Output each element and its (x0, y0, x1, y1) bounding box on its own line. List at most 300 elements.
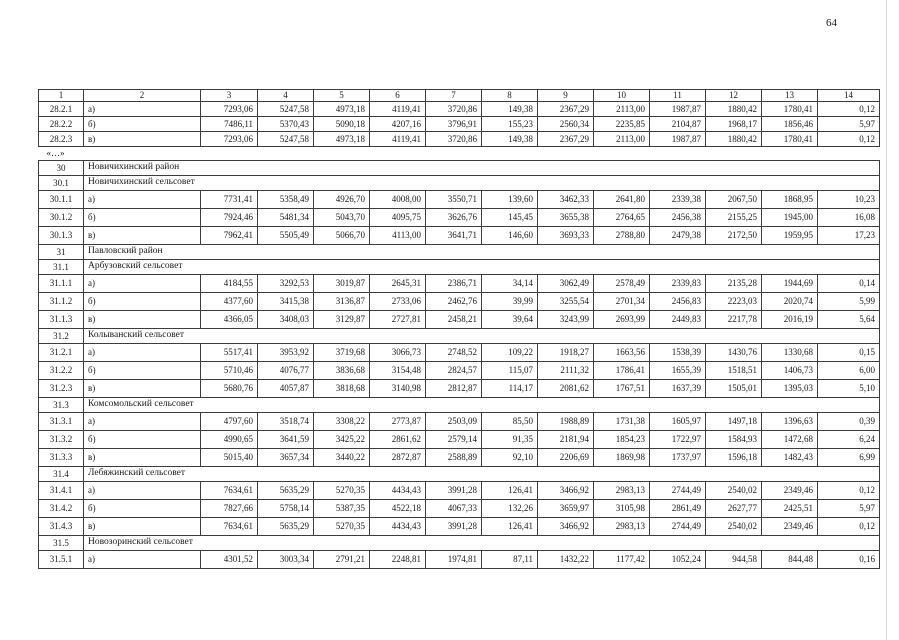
row-label: б) (84, 500, 201, 518)
column-header: 12 (706, 90, 762, 102)
value-cell: 1637,39 (650, 380, 706, 398)
value-cell: 7962,41 (201, 227, 258, 245)
row-label: а) (84, 275, 201, 293)
table-row (39, 209, 880, 227)
value-cell: 0,12 (818, 482, 880, 500)
value-cell: 2113,00 (594, 132, 650, 147)
value-cell: 2764,65 (594, 209, 650, 227)
value-cell: 1605,97 (650, 413, 706, 431)
value-cell: 0,39 (818, 413, 880, 431)
value-cell: 4973,18 (314, 102, 370, 117)
page-edge-line (886, 0, 887, 640)
value-cell: 155,23 (482, 117, 538, 132)
value-cell: 4076,77 (258, 362, 314, 380)
value-cell: 1856,46 (762, 117, 818, 132)
value-cell: 2560,34 (538, 117, 594, 132)
value-cell: 3292,53 (258, 275, 314, 293)
value-cell: 4301,52 (201, 551, 258, 569)
value-cell: 1538,39 (650, 344, 706, 362)
value-cell: 1518,51 (706, 362, 762, 380)
value-cell: 3991,28 (426, 482, 482, 500)
table-row (39, 518, 880, 536)
row-number: 31.1.2 (39, 293, 84, 311)
value-cell: 3408,03 (258, 311, 314, 329)
value-cell: 2645,31 (370, 275, 426, 293)
value-cell: 4366,05 (201, 311, 258, 329)
value-cell: 7293,06 (201, 132, 258, 147)
value-cell: 17,23 (818, 227, 880, 245)
value-cell: 4057,87 (258, 380, 314, 398)
column-header: 2 (84, 90, 201, 102)
value-cell: 5517,41 (201, 344, 258, 362)
value-cell: 4990,65 (201, 431, 258, 449)
value-cell: 114,17 (482, 380, 538, 398)
value-cell: 1880,42 (706, 132, 762, 147)
value-cell: 844,48 (762, 551, 818, 569)
value-cell: 1868,95 (762, 191, 818, 209)
row-number: 31.1 (39, 260, 84, 275)
value-cell: 0,15 (818, 344, 880, 362)
value-cell: 34,14 (482, 275, 538, 293)
column-header: 11 (650, 90, 706, 102)
value-cell: 1968,17 (706, 117, 762, 132)
value-cell: 2788,80 (594, 227, 650, 245)
value-cell: 1780,41 (762, 102, 818, 117)
value-cell: 2872,87 (370, 449, 426, 467)
section-row (39, 161, 880, 176)
value-cell: 4434,43 (370, 482, 426, 500)
value-cell: 2701,34 (594, 293, 650, 311)
row-label: а) (84, 551, 201, 569)
table-row (39, 311, 880, 329)
row-number: 31.3 (39, 398, 84, 413)
section-label: Новичихинский район (84, 161, 880, 176)
value-cell: 2339,83 (650, 275, 706, 293)
column-header: 4 (258, 90, 314, 102)
value-cell: 3550,71 (426, 191, 482, 209)
column-header: 6 (370, 90, 426, 102)
row-number: 31.4.1 (39, 482, 84, 500)
value-cell: 3440,22 (314, 449, 370, 467)
value-cell: 149,38 (482, 102, 538, 117)
value-cell: 7827,66 (201, 500, 258, 518)
value-cell: 145,45 (482, 209, 538, 227)
value-cell: 2579,14 (426, 431, 482, 449)
row-label: б) (84, 431, 201, 449)
value-cell: 3641,59 (258, 431, 314, 449)
value-cell: 2081,62 (538, 380, 594, 398)
value-cell: 4067,33 (426, 500, 482, 518)
value-cell: 149,38 (482, 132, 538, 147)
value-cell: 2641,80 (594, 191, 650, 209)
value-cell: 92,10 (482, 449, 538, 467)
value-cell: 2458,21 (426, 311, 482, 329)
value-cell: 1432,22 (538, 551, 594, 569)
value-cell: 146,60 (482, 227, 538, 245)
section-label: Павловский район (84, 245, 880, 260)
value-cell: 0,14 (818, 275, 880, 293)
value-cell: 3140,98 (370, 380, 426, 398)
value-cell: 1987,87 (650, 102, 706, 117)
value-cell: 3062,49 (538, 275, 594, 293)
value-cell: 4119,41 (370, 102, 426, 117)
table-row (39, 482, 880, 500)
value-cell: 2248,81 (370, 551, 426, 569)
value-cell: 1406,73 (762, 362, 818, 380)
row-number: 31.1.3 (39, 311, 84, 329)
value-cell: 4119,41 (370, 132, 426, 147)
value-cell: 5270,35 (314, 518, 370, 536)
value-cell: 1767,51 (594, 380, 650, 398)
value-cell: 6,00 (818, 362, 880, 380)
value-cell: 7634,61 (201, 518, 258, 536)
value-cell: 5710,46 (201, 362, 258, 380)
value-cell: 5,10 (818, 380, 880, 398)
value-cell: 0,12 (818, 132, 880, 147)
section-row (39, 329, 880, 344)
section-label: Арбузовский сельсовет (84, 260, 880, 275)
value-cell: 2462,76 (426, 293, 482, 311)
value-cell: 2181,94 (538, 431, 594, 449)
row-number: 31.3.2 (39, 431, 84, 449)
section-row (39, 245, 880, 260)
page-number: 64 (826, 17, 837, 29)
value-cell: 3154,48 (370, 362, 426, 380)
section-label: Лебяжинский сельсовет (84, 467, 880, 482)
value-cell: 2588,89 (426, 449, 482, 467)
value-cell: 1584,93 (706, 431, 762, 449)
value-cell: 2812,87 (426, 380, 482, 398)
value-cell: 126,41 (482, 482, 538, 500)
value-cell: 3641,71 (426, 227, 482, 245)
value-cell: 3129,87 (314, 311, 370, 329)
row-number: 31.4.3 (39, 518, 84, 536)
value-cell: 7634,61 (201, 482, 258, 500)
value-cell: 1330,68 (762, 344, 818, 362)
value-cell: 3991,28 (426, 518, 482, 536)
value-cell: 2425,51 (762, 500, 818, 518)
section-row (39, 260, 880, 275)
value-cell: 4008,00 (370, 191, 426, 209)
row-label: а) (84, 344, 201, 362)
value-cell: 3415,38 (258, 293, 314, 311)
value-cell: 2791,21 (314, 551, 370, 569)
value-cell: 0,12 (818, 518, 880, 536)
column-header: 14 (818, 90, 880, 102)
value-cell: 139,60 (482, 191, 538, 209)
value-cell: 1396,63 (762, 413, 818, 431)
table-body (39, 102, 880, 569)
value-cell: 4926,70 (314, 191, 370, 209)
table-row (39, 449, 880, 467)
value-cell: 2456,38 (650, 209, 706, 227)
value-cell: 3719,68 (314, 344, 370, 362)
table-row (39, 362, 880, 380)
value-cell: 5043,70 (314, 209, 370, 227)
value-cell: 2155,25 (706, 209, 762, 227)
value-cell: 3657,34 (258, 449, 314, 467)
value-cell: 2172,50 (706, 227, 762, 245)
row-label: в) (84, 227, 201, 245)
column-header: 1 (39, 90, 84, 102)
value-cell: 5635,29 (258, 482, 314, 500)
row-label: в) (84, 380, 201, 398)
row-label: в) (84, 518, 201, 536)
header-row (39, 90, 880, 102)
row-label: б) (84, 293, 201, 311)
value-cell: 1663,56 (594, 344, 650, 362)
value-cell: 1737,97 (650, 449, 706, 467)
row-number: 31.4.2 (39, 500, 84, 518)
value-cell: 2016,19 (762, 311, 818, 329)
row-label: а) (84, 102, 201, 117)
value-cell: 4095,75 (370, 209, 426, 227)
section-row (39, 536, 880, 551)
value-cell: 2748,52 (426, 344, 482, 362)
row-number: 30.1.2 (39, 209, 84, 227)
value-cell: 5758,14 (258, 500, 314, 518)
value-cell: 1945,00 (762, 209, 818, 227)
row-number: 30 (39, 161, 84, 176)
value-cell: 2386,71 (426, 275, 482, 293)
value-cell: 7486,11 (201, 117, 258, 132)
value-cell: 2693,99 (594, 311, 650, 329)
row-number: 31.2 (39, 329, 84, 344)
row-label: б) (84, 362, 201, 380)
value-cell: 2235,85 (594, 117, 650, 132)
value-cell: 5635,29 (258, 518, 314, 536)
row-number: 31.4 (39, 467, 84, 482)
value-cell: 2206,69 (538, 449, 594, 467)
column-header: 5 (314, 90, 370, 102)
value-cell: 1430,76 (706, 344, 762, 362)
value-cell: 5247,58 (258, 102, 314, 117)
value-cell: 3720,86 (426, 102, 482, 117)
section-row (39, 176, 880, 191)
row-label: а) (84, 482, 201, 500)
value-cell: 5387,35 (314, 500, 370, 518)
value-cell: 4207,16 (370, 117, 426, 132)
table-row (39, 344, 880, 362)
value-cell: 4522,18 (370, 500, 426, 518)
value-cell: 126,41 (482, 518, 538, 536)
value-cell: 5090,18 (314, 117, 370, 132)
value-cell: 2861,62 (370, 431, 426, 449)
value-cell: 1869,98 (594, 449, 650, 467)
value-cell: 2449,83 (650, 311, 706, 329)
value-cell: 2627,77 (706, 500, 762, 518)
row-number: 30.1.3 (39, 227, 84, 245)
section-row (39, 398, 880, 413)
column-header: 3 (201, 90, 258, 102)
value-cell: 3308,22 (314, 413, 370, 431)
value-cell: 3796,91 (426, 117, 482, 132)
value-cell: 1944,69 (762, 275, 818, 293)
table-row (39, 102, 880, 117)
value-cell: 1472,68 (762, 431, 818, 449)
value-cell: 2733,06 (370, 293, 426, 311)
ellipsis-row (39, 147, 880, 161)
value-cell: 2111,32 (538, 362, 594, 380)
value-cell: 4973,18 (314, 132, 370, 147)
row-label: в) (84, 311, 201, 329)
table-row (39, 191, 880, 209)
value-cell: 2339,38 (650, 191, 706, 209)
value-cell: 1722,97 (650, 431, 706, 449)
value-cell: 3953,92 (258, 344, 314, 362)
value-cell: 5358,49 (258, 191, 314, 209)
row-number: 31 (39, 245, 84, 260)
value-cell: 3836,68 (314, 362, 370, 380)
value-cell: 2113,00 (594, 102, 650, 117)
table-row (39, 132, 880, 147)
value-cell: 3518,74 (258, 413, 314, 431)
row-number: 30.1 (39, 176, 84, 191)
row-number: 31.5.1 (39, 551, 84, 569)
value-cell: 115,07 (482, 362, 538, 380)
value-cell: 1959,95 (762, 227, 818, 245)
value-cell: 3462,33 (538, 191, 594, 209)
table-row (39, 431, 880, 449)
ellipsis-text: «…» (46, 148, 65, 158)
row-number: 31.2.2 (39, 362, 84, 380)
value-cell: 1497,18 (706, 413, 762, 431)
value-cell: 6,99 (818, 449, 880, 467)
value-cell: 2727,81 (370, 311, 426, 329)
value-cell: 3105,98 (594, 500, 650, 518)
value-cell: 5,97 (818, 117, 880, 132)
value-cell: 2744,49 (650, 518, 706, 536)
column-header: 10 (594, 90, 650, 102)
value-cell: 5481,34 (258, 209, 314, 227)
value-cell: 2824,57 (426, 362, 482, 380)
value-cell: 1987,87 (650, 132, 706, 147)
value-cell: 3136,87 (314, 293, 370, 311)
column-header: 8 (482, 90, 538, 102)
value-cell: 0,12 (818, 102, 880, 117)
value-cell: 1854,23 (594, 431, 650, 449)
value-cell: 4434,43 (370, 518, 426, 536)
value-cell: 7293,06 (201, 102, 258, 117)
value-cell: 85,50 (482, 413, 538, 431)
value-cell: 2983,13 (594, 518, 650, 536)
value-cell: 2983,13 (594, 482, 650, 500)
value-cell: 1655,39 (650, 362, 706, 380)
value-cell: 2773,87 (370, 413, 426, 431)
row-label: в) (84, 132, 201, 147)
row-number: 28.2.2 (39, 117, 84, 132)
section-label: Комсомольский сельсовет (84, 398, 880, 413)
row-label: в) (84, 449, 201, 467)
value-cell: 5,64 (818, 311, 880, 329)
value-cell: 2456,83 (650, 293, 706, 311)
table-row (39, 117, 880, 132)
value-cell: 5066,70 (314, 227, 370, 245)
value-cell: 0,16 (818, 551, 880, 569)
section-row (39, 467, 880, 482)
row-number: 31.1.1 (39, 275, 84, 293)
table-row (39, 227, 880, 245)
value-cell: 87,11 (482, 551, 538, 569)
value-cell: 7924,46 (201, 209, 258, 227)
value-cell: 5,99 (818, 293, 880, 311)
value-cell: 1918,27 (538, 344, 594, 362)
value-cell: 39,99 (482, 293, 538, 311)
data-table (38, 89, 880, 569)
section-label: Колыванский сельсовет (84, 329, 880, 344)
row-label: а) (84, 191, 201, 209)
value-cell: 2479,38 (650, 227, 706, 245)
table-row (39, 380, 880, 398)
value-cell: 3466,92 (538, 482, 594, 500)
value-cell: 3425,22 (314, 431, 370, 449)
value-cell: 2540,02 (706, 518, 762, 536)
value-cell: 2349,46 (762, 482, 818, 500)
value-cell: 2067,50 (706, 191, 762, 209)
value-cell: 3626,76 (426, 209, 482, 227)
value-cell: 944,58 (706, 551, 762, 569)
row-number: 28.2.1 (39, 102, 84, 117)
value-cell: 5270,35 (314, 482, 370, 500)
row-number: 31.3.3 (39, 449, 84, 467)
value-cell: 5370,43 (258, 117, 314, 132)
value-cell: 3659,97 (538, 500, 594, 518)
value-cell: 3655,38 (538, 209, 594, 227)
value-cell: 2104,87 (650, 117, 706, 132)
value-cell: 1052,24 (650, 551, 706, 569)
value-cell: 16,08 (818, 209, 880, 227)
value-cell: 3693,33 (538, 227, 594, 245)
value-cell: 2020,74 (762, 293, 818, 311)
value-cell: 7731,41 (201, 191, 258, 209)
value-cell: 4184,55 (201, 275, 258, 293)
value-cell: 1177,42 (594, 551, 650, 569)
row-number: 31.2.3 (39, 380, 84, 398)
value-cell: 2367,29 (538, 102, 594, 117)
value-cell: 5505,49 (258, 227, 314, 245)
value-cell: 3720,86 (426, 132, 482, 147)
value-cell: 2540,02 (706, 482, 762, 500)
value-cell: 2744,49 (650, 482, 706, 500)
row-number: 31.2.1 (39, 344, 84, 362)
value-cell: 1780,41 (762, 132, 818, 147)
value-cell: 132,26 (482, 500, 538, 518)
value-cell: 3243,99 (538, 311, 594, 329)
row-number: 30.1.1 (39, 191, 84, 209)
value-cell: 1596,18 (706, 449, 762, 467)
section-label: Новозоринский сельсовет (84, 536, 880, 551)
row-number: 31.3.1 (39, 413, 84, 431)
value-cell: 2217,78 (706, 311, 762, 329)
value-cell: 1880,42 (706, 102, 762, 117)
value-cell: 1786,41 (594, 362, 650, 380)
value-cell: 5,97 (818, 500, 880, 518)
value-cell: 10,23 (818, 191, 880, 209)
table-row (39, 293, 880, 311)
row-label: б) (84, 209, 201, 227)
column-header: 9 (538, 90, 594, 102)
value-cell: 5680,76 (201, 380, 258, 398)
value-cell: 2367,29 (538, 132, 594, 147)
value-cell: 2503,09 (426, 413, 482, 431)
table-row (39, 413, 880, 431)
value-cell: 2578,49 (594, 275, 650, 293)
value-cell: 1505,01 (706, 380, 762, 398)
value-cell: 91,35 (482, 431, 538, 449)
value-cell: 5247,58 (258, 132, 314, 147)
value-cell: 2223,03 (706, 293, 762, 311)
column-header: 7 (426, 90, 482, 102)
